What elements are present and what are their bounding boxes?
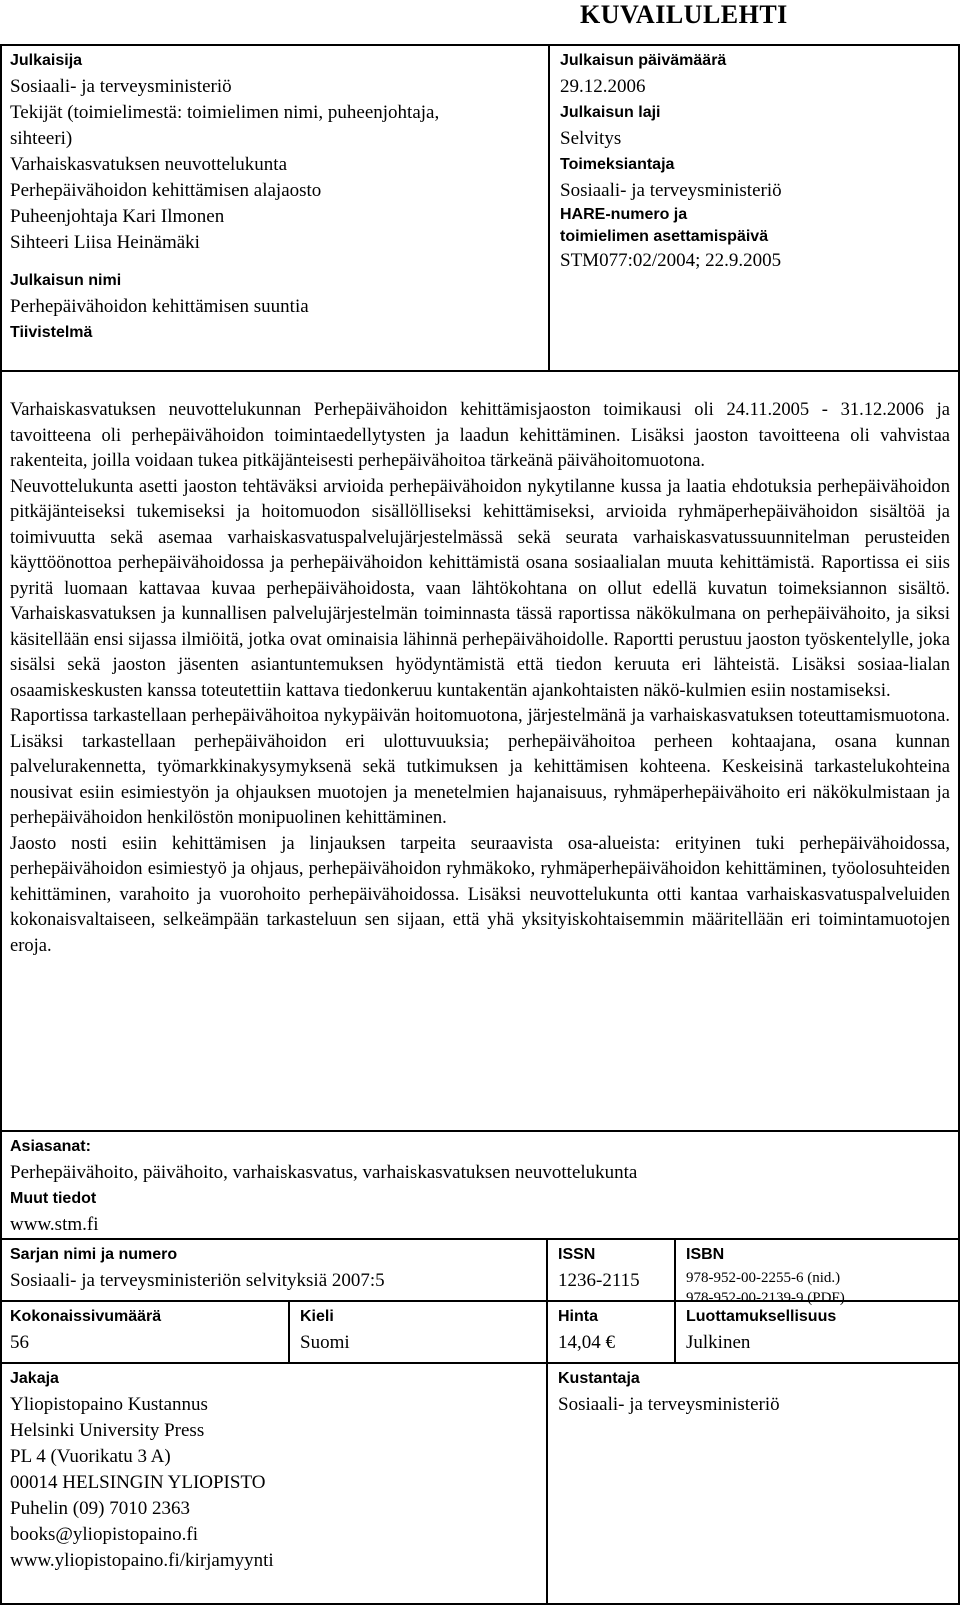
language-value: Suomi — [300, 1332, 350, 1353]
authors-label: Tekijät (toimielimestä: toimielimen nimi, puheenjohtaja, sihteeri) — [10, 102, 440, 149]
distribution-line: www.yliopistopaino.fi/kirjamyynti — [10, 1550, 274, 1571]
publisher2-value: Sosiaali- ja terveysministeriö — [558, 1394, 780, 1415]
publisher2-label: Kustantaja — [558, 1370, 640, 1387]
keywords-label: Asiasanat: — [10, 1138, 91, 1155]
isbn-value: 978-952-00-2255-6 (nid.) — [686, 1270, 841, 1286]
series-value: Sosiaali- ja terveysministeriön selvityksiä 2007:5 — [10, 1270, 385, 1291]
page-title: KUVAILULEHTI — [580, 0, 788, 29]
publisher-label: Julkaisija — [10, 52, 83, 69]
author-line: Sihteeri Liisa Heinämäki — [10, 232, 200, 253]
distribution-line: Helsinki University Press — [10, 1420, 205, 1441]
distribution-line: PL 4 (Vuorikatu 3 A) — [10, 1446, 171, 1467]
confidentiality-cell — [676, 1302, 960, 1358]
author-line: Puheenjohtaja Kari Ilmonen — [10, 206, 225, 227]
summary-label: Tiivistelmä — [10, 324, 93, 341]
type-value: Selvitys — [560, 128, 622, 149]
series-label: Sarjan nimi ja numero — [10, 1246, 178, 1263]
other-label: Muut tiedot — [10, 1190, 97, 1207]
distribution-line: Puhelin (09) 7010 2363 — [10, 1498, 190, 1519]
publisher-value: Sosiaali- ja terveysministeriö — [10, 76, 232, 97]
keywords-value: Perhepäivähoito, päivähoito, varhaiskasvatus, varhaiskasvatuksen neuvottelukunta — [10, 1162, 638, 1183]
language-label: Kieli — [300, 1308, 334, 1325]
issn-label: ISSN — [558, 1246, 596, 1263]
publisher2-cell — [548, 1364, 960, 1420]
pages-cell — [0, 1302, 288, 1358]
distribution-cell — [0, 1364, 546, 1576]
issn-value: 1236-2115 — [558, 1270, 640, 1291]
confidentiality-value: Julkinen — [686, 1332, 751, 1353]
author-line: Perhepäivähoidon kehittämisen alajaosto — [10, 180, 322, 201]
hare-label: toimielimen asettamispäivä — [560, 228, 769, 245]
language-cell — [290, 1302, 546, 1358]
other-value: www.stm.fi — [10, 1214, 99, 1235]
price-label: Hinta — [558, 1308, 598, 1325]
hare-value: STM077:02/2004; 22.9.2005 — [560, 250, 782, 271]
pages-value: 56 — [10, 1332, 29, 1353]
pages-label: Kokonaissivumäärä — [10, 1308, 162, 1325]
distribution-line: Yliopistopaino Kustannus — [10, 1394, 208, 1415]
left-top-cell — [0, 46, 548, 348]
series-cell — [0, 1240, 546, 1296]
commissioner-value: Sosiaali- ja terveysministeriö — [560, 180, 782, 201]
issn-cell — [548, 1240, 674, 1296]
distribution-line: books@yliopistopaino.fi — [10, 1524, 198, 1545]
commissioner-label: Toimeksiantaja — [560, 156, 675, 173]
abstract-paragraph: Neuvottelukunta asetti jaoston tehtäväksi arvioida perhepäivähoidon nykytilanne kussa ja laatia ehdotuksia perhepäivähoidon pitkäjänteiseksi tukemiseksi ja hoitomuodon sisällölliseksi kehittämiseksi, arvioida ryhmäperhepäivähoidon sisältöä ja toimivuutta sekä asemaa varhaiskasvatuspalvelujärjestelmässä sekä seurata varhaiskasvatussuunnitelman perusteiden käyttöönottoa perhepäivähoidossa ja perhepäivähoidon kehittämistä osana sosiaalialan muuta kehittämistä. Raportissa ei siis pyritä luomaan kattavaa kuvaa perhepäivähoidosta, vaan lähtökohtana on ollut edellä kuvatun toimeksiannon sisältö. Varhaiskasvatuksen ja kunnallisen palvelujärjestelmän toiminnasta tässä raportissa näkökulmana on perhepäivähoito, ja siksi käsitellään ensi sijassa ilmiöitä, jotka ovat ominaisia lähinnä perhepäivähoidolle. Raportti perustuu jaoston työskentelylle, joka sisälsi sekä jaoston jäsenten asiantuntemuksen hyödyntämistä että tiedon keruuta eri lähteistä. Lisäksi sosiaa-lialan osaamiskeskusten kanssa toteutettiin kattava tiedonkeruu kuntakentän ajankohtaisten näkö-kulmien esiin nostamiseksi. — [10, 476, 950, 701]
date-value: 29.12.2006 — [560, 76, 646, 97]
price-cell — [548, 1302, 674, 1358]
abstract-paragraph: Raportissa tarkastellaan perhepäivähoitoa nykypäivän hoitomuotona, järjestelmänä ja varhaiskasvatuksen toteuttamismuotona. Lisäksi tarkastellaan perhepäivähoidon eri ulottuvuuksia; perhepäivähoitoa perheen kohtaajana, osana kunnan palvelurakennetta, työmarkkinakysymyksenä sekä tutkimuksen ja kehittämisen kohteena. Keskeisinä tarkastelukohteina nousivat esiin esimiestyön ja ohjauksen muotojen ja menetelmien hajanaisuus, ryhmäperhepäivähoito eri näkökulmistaan ja perhepäivähoidon henkilöstön monipuolinen kehittäminen. — [10, 706, 950, 828]
price-value: 14,04 € — [558, 1332, 615, 1353]
keywords-cell — [0, 1132, 960, 1240]
distribution-label: Jakaja — [10, 1370, 59, 1387]
right-top-cell — [550, 46, 960, 276]
pub-name-label: Julkaisun nimi — [10, 272, 122, 289]
top-section-line — [0, 370, 960, 372]
author-line: Varhaiskasvatuksen neuvottelukunta — [10, 154, 288, 175]
confidentiality-label: Luottamuksellisuus — [686, 1308, 837, 1325]
hare-label: HARE-numero ja — [560, 206, 688, 223]
date-label: Julkaisun päivämäärä — [560, 52, 727, 69]
distribution-line: 00014 HELSINGIN YLIOPISTO — [10, 1472, 266, 1493]
abstract-text — [10, 398, 950, 959]
isbn-label: ISBN — [686, 1246, 725, 1263]
isbn-value: 978-952-00-2139-9 (PDF) — [686, 1290, 845, 1306]
abstract-paragraph: Varhaiskasvatuksen neuvottelukunnan Perhepäivähoidon kehittämisjaoston toimikausi oli 24.11.2005 - 31.12.2006 ja tavoitteena oli perhepäivähoidon toimintaedellytysten ja laadun kehittäminen. Lisäksi jaoston tavoitteena oli vahvistaa rakenteita, joilla voidaan tukea pitkäjänteisesti perhepäivähoitoa tärkeänä päivähoitomuotona. — [10, 400, 950, 471]
abstract-paragraph: Jaosto nosti esiin kehittämisen ja linjauksen tarpeita seuraavista osa-alueista: erityinen tuki perhepäivähoidossa, perhepäivähoidon esimiestyö ja ohjaus, perhepäivähoidon ryhmäkoko, ryhmäperhepäivähoidon kehittäminen, työolosuhteiden kehittäminen, varahoito ja vuorohoito perhepäivähoidossa. Lisäksi neuvottelukunta otti kantaa varhaiskasvatuspalveluiden kokonaisvaltaiseen, selkeämpään tarkasteluun sen sijaan, että yhä yksityiskohtaisemmin määritellään eri toimintamuotojen eroja. — [10, 833, 950, 956]
isbn-cell — [676, 1240, 960, 1310]
type-label: Julkaisun laji — [560, 104, 661, 121]
pub-name-value: Perhepäivähoidon kehittämisen suuntia — [10, 296, 309, 317]
